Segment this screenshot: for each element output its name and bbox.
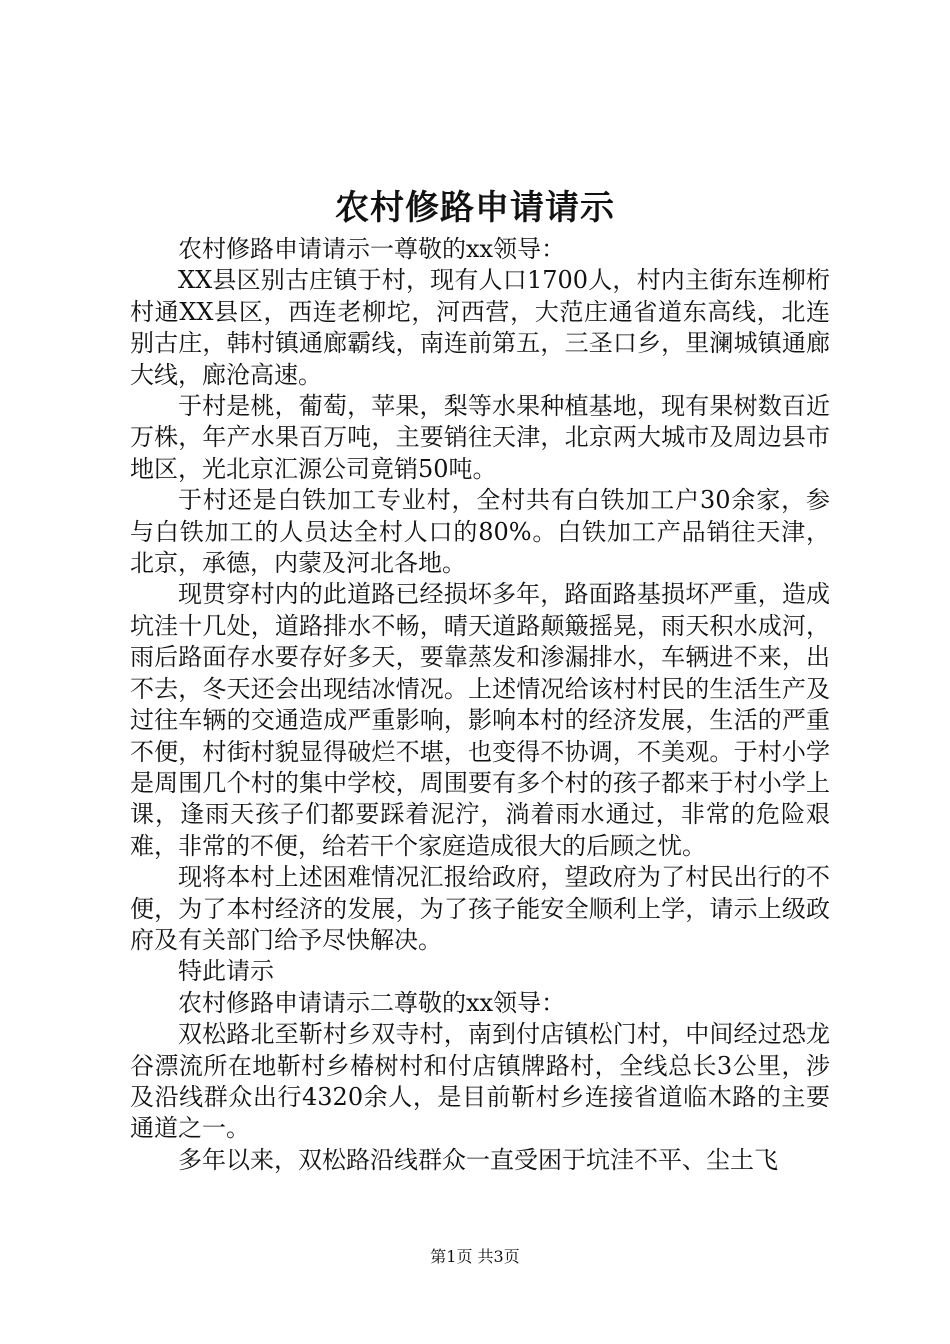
- paragraph: 特此请示: [178, 957, 274, 986]
- page-number-footer: 第1页 共3页: [430, 1247, 520, 1266]
- paragraph: 现将本村上述困难情况汇报给政府，望政府为了村民出行的不便，为了本村经济的发展，为了孩子能安全顺利上学，请示上级政府及有关部门给予尽快解决。: [130, 863, 830, 954]
- paragraph: 多年以来，双松路沿线群众一直受困于坑洼不平、尘土飞: [178, 1145, 778, 1174]
- document-title: 农村修路申请请示: [335, 188, 615, 228]
- paragraph: XX县区别古庄镇于村，现有人口1700人，村内主街东连柳桁村通XX县区，西连老柳坨，河西营，大范庄通省道东高线，北连别古庄，韩村镇通廊霸线，南连前第五，三圣口乡，里澜城镇通廊大线，廊沧高速。: [130, 266, 830, 389]
- document-body: [130, 234, 830, 1176]
- paragraph: 农村修路申请请示二尊敬的xx领导：: [178, 988, 566, 1017]
- paragraph: 于村是桃，葡萄，苹果，梨等水果种植基地，现有果树数百近万株，年产水果百万吨，主要销往天津，北京两大城市及周边县市地区，光北京汇源公司竟销50吨。: [130, 392, 830, 483]
- paragraph: 农村修路申请请示一尊敬的xx领导：: [178, 235, 566, 263]
- paragraph: 于村还是白铁加工专业村，全村共有白铁加工户30余家，参与白铁加工的人员达全村人口的80%。白铁加工产品销往天津，北京，承德，内蒙及河北各地。: [130, 486, 830, 578]
- paragraph: 现贯穿村内的此道路已经损坏多年，路面路基损坏严重，造成坑洼十几处，道路排水不畅，晴天道路颠簸摇晃，雨天积水成河，雨后路面存水要存好多天，要靠蒸发和渗漏排水，车辆进不来，出不去，冬天还会出现结冰情况。上述情况给该村村民的生活生产及过往车辆的交通造成严重影响，影响本村的经济发展，生活的严重不便，村街村貌显得破烂不堪，也变得不协调，不美观。于村小学是周围几个村的集中学校，周围要有多个村的孩子都来于村小学上课，逢雨天孩子们都要踩着泥泞，淌着雨水通过，非常的危险艰难，非常的不便，给若干个家庭造成很大的后顾之忧。: [130, 580, 830, 860]
- paragraph: 双松路北至靳村乡双寺村，南到付店镇松门村，中间经过恐龙谷漂流所在地靳村乡椿树村和付店镇牌路村，全线总长3公里，涉及沿线群众出行4320余人，是目前靳村乡连接省道临木路的主要通道之一。: [130, 1020, 830, 1143]
